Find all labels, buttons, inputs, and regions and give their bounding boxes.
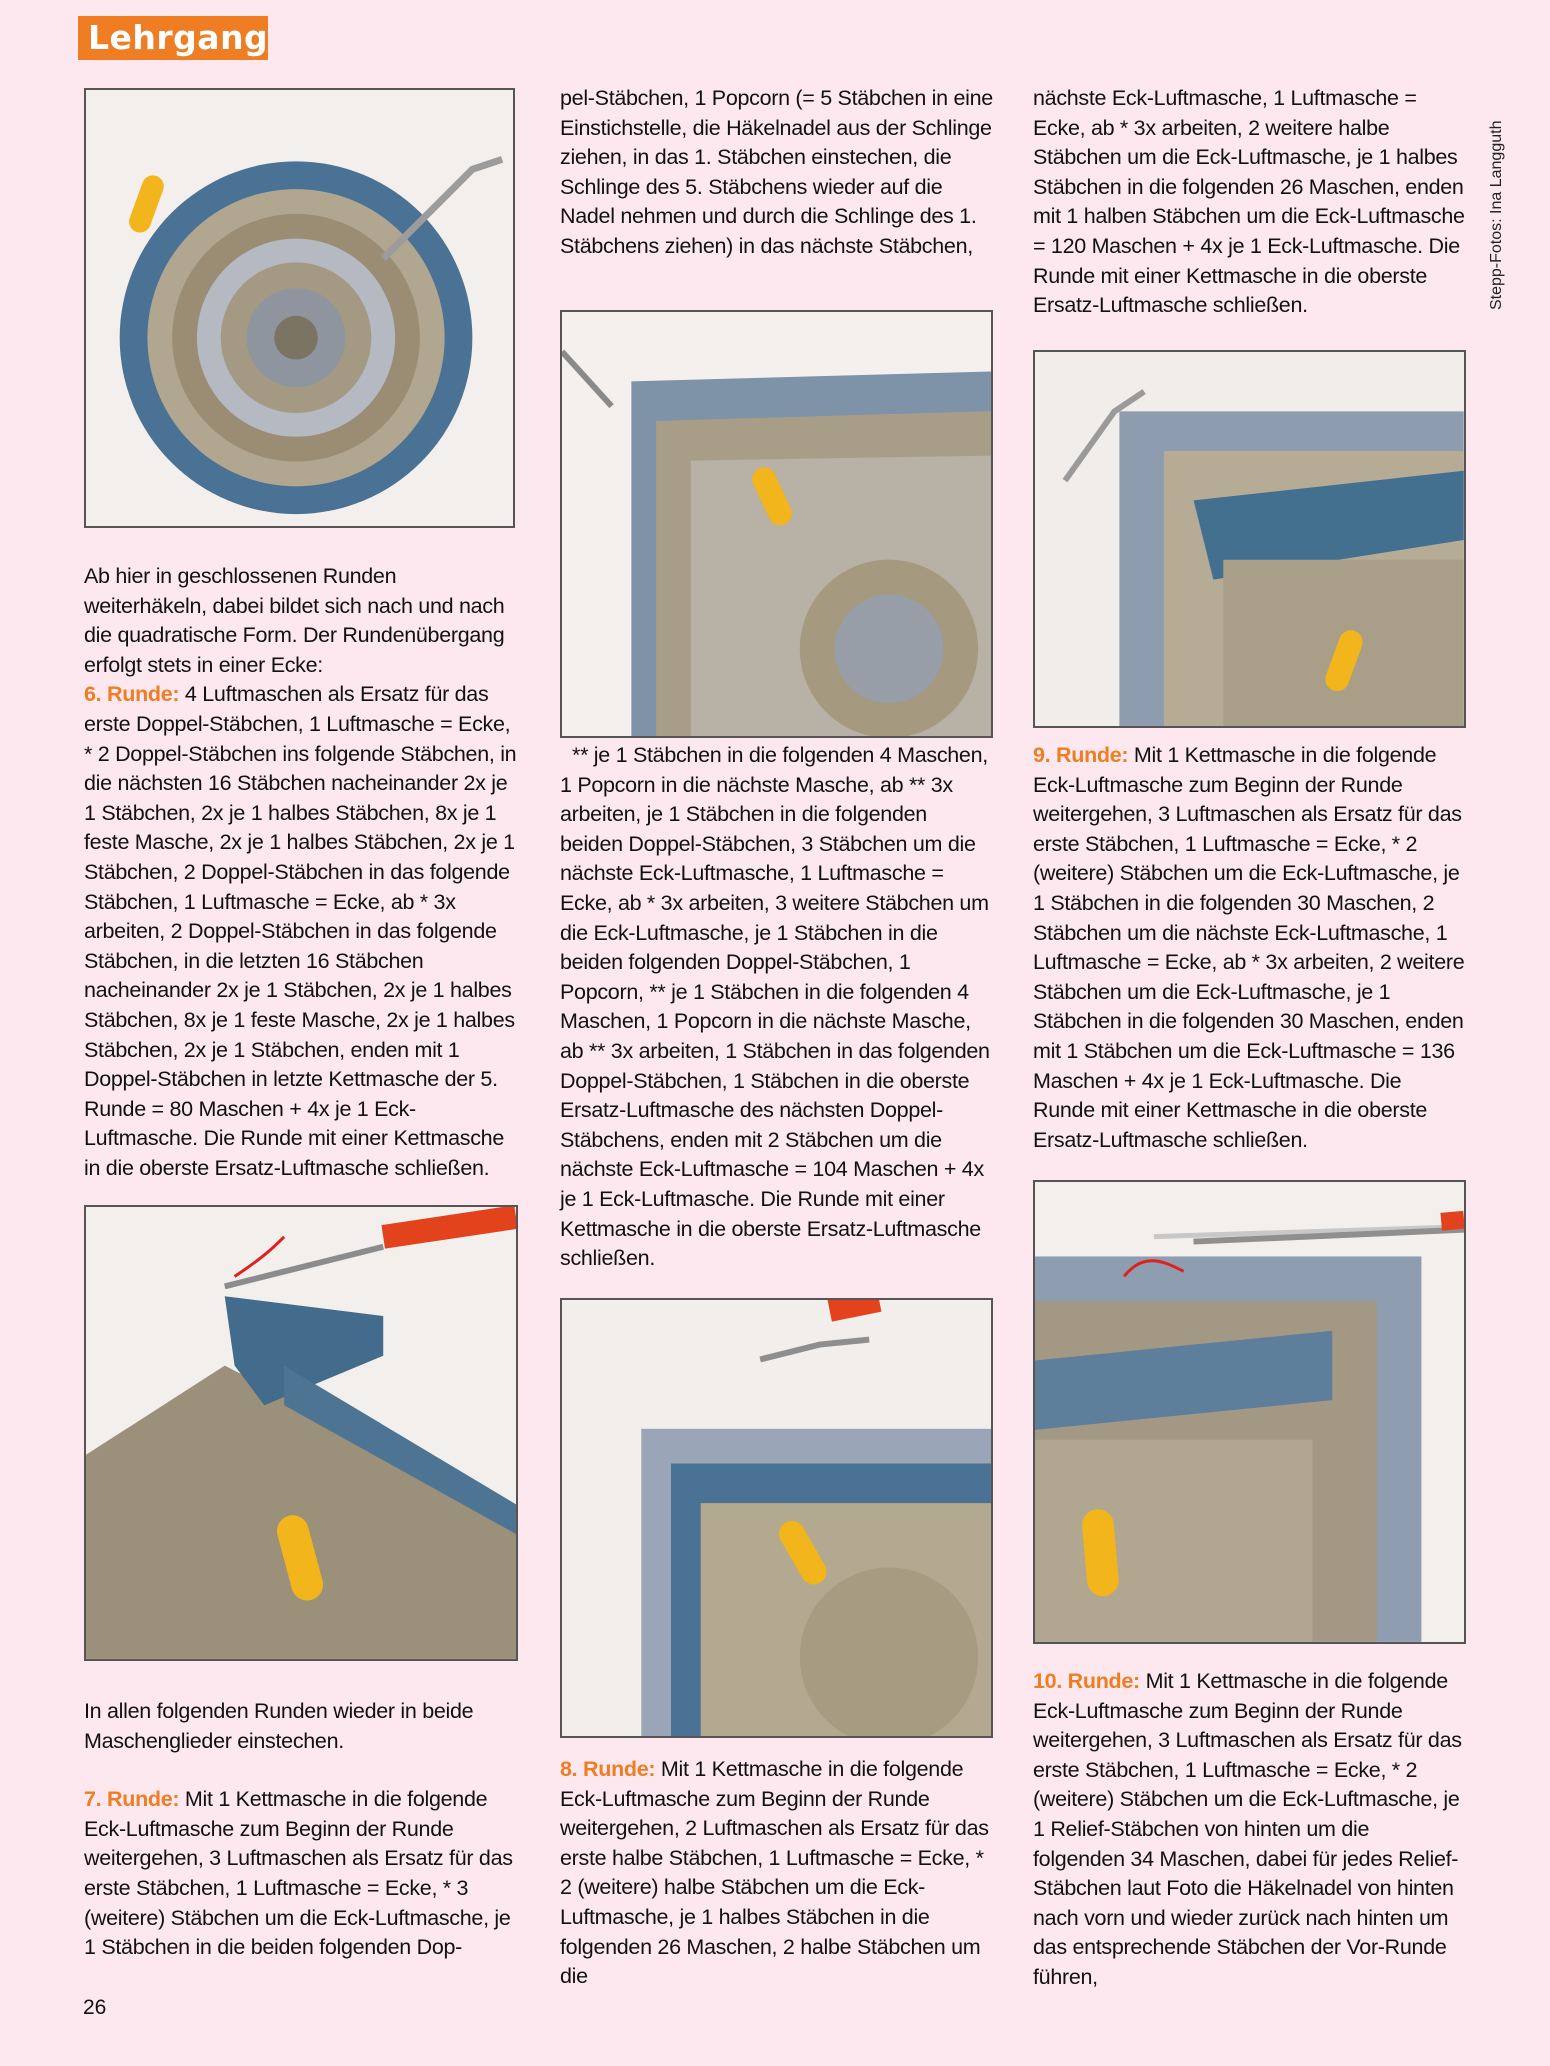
photo-round-6	[84, 1205, 518, 1661]
crochet-relief-image	[1035, 352, 1464, 726]
column-3-text-bottom	[1033, 1667, 1466, 1993]
round-10-paragraph	[1033, 1667, 1466, 1993]
round-9-paragraph	[1033, 741, 1466, 1155]
round-7-paragraph	[84, 1785, 518, 1963]
column-1-text-bottom	[84, 1697, 518, 1963]
round-8-paragraph	[560, 1755, 993, 1992]
round-10-text: Mit 1 Kettmasche in die folgende Eck-Luftmasche zum Beginn der Runde weitergehen, 3 Luftmaschen als Ersatz für das erste Stäbchen, 1 Luftmasche = Ecke, * 2 (weitere) Stäbchen um die Eck-Luftmasche, je 1 Relief-Stäbchen von hinten um die folgenden 34 Maschen, dabei für jedes Relief-Stäbchen laut Foto die Häkelnadel von hinten nach vorn und wieder zurück nach hinten um das entsprechende Stäbchen der Vor-Runde führen,	[1033, 1669, 1462, 1989]
round-8-label: 8. Runde:	[560, 1757, 656, 1781]
round-7-text: Mit 1 Kettmasche in die folgende Eck-Luftmasche zum Beginn der Runde weitergehen, 3 Luftmaschen als Ersatz für das erste Stäbchen, 1 Luftmasche = Ecke, * 3 (weitere) Stäbchen um die Eck-Luftmasche, je 1 Stäbchen in die beiden folgenden Dop-	[84, 1787, 513, 1960]
round-9-label: 9. Runde:	[1033, 743, 1129, 767]
crochet-corner-image	[562, 312, 991, 736]
round-7-continued-paragraph: ** je 1 Stäbchen in die folgenden 4 Maschen, 1 Popcorn in die nächste Masche, ab ** 3x arbeiten, je 1 Stäbchen in die folgenden beiden Doppel-Stäbchen, 3 Stäbchen um die nächste Eck-Luftmasche, 1 Luftmasche = Ecke, ab * 3x arbeiten, 3 weitere Stäbchen um die Eck-Luftmasche, je 1 Stäbchen in die beiden folgenden Doppel-Stäbchen, 1 Popcorn, ** je 1 Stäbchen in die folgenden 4 Maschen, 1 Popcorn in die nächste Masche, ab ** 3x arbeiten, 1 Stäbchen in das folgenden Doppel-Stäbchen, 1 Stäbchen in die oberste Ersatz-Luftmasche des nächsten Doppel-Stäbchens, enden mit 2 Stäbchen um die nächste Eck-Luftmasche = 104 Maschen + 4x je 1 Eck-Luftmasche. Die Runde mit einer Kettmasche in die oberste Ersatz-Luftmasche schließen.	[560, 743, 990, 1271]
photo-credit: Stepp-Fotos: Ina Langguth	[1488, 120, 1505, 310]
round-7-label: 7. Runde:	[84, 1787, 180, 1812]
column-2-text-bottom	[560, 1755, 993, 1992]
photo-round-7	[560, 310, 993, 738]
crochet-relief-corner-image	[1035, 1182, 1464, 1642]
crochet-popcorn-image	[562, 1300, 991, 1736]
both-loops-paragraph: In allen folgenden Runden wieder in beide Maschenglieder einstechen.	[84, 1699, 474, 1753]
column-1-text-top	[84, 562, 518, 1183]
round-6-label: 6. Runde:	[84, 682, 180, 707]
round-8-text: Mit 1 Kettmasche in die folgende Eck-Luftmasche zum Beginn der Runde weitergehen, 2 Luftmaschen als Ersatz für das erste halbe Stäbchen, 1 Luftmasche = Ecke, * 2 (weitere) halbe Stäbchen um die Eck-Luftmasche, je 1 halbes Stäbchen in die folgenden 26 Maschen, 2 halbe Stäbchen um die	[560, 1757, 989, 1989]
round-6-paragraph	[84, 680, 518, 1183]
intro-paragraph: Ab hier in geschlossenen Runden weiterhäkeln, dabei bildet sich nach und nach die quadratische Form. Der Rundenübergang erfolgt stets in einer Ecke:	[84, 564, 505, 677]
photo-round-5	[84, 88, 515, 528]
page-number: 26	[83, 1996, 107, 2019]
photo-round-8	[560, 1298, 993, 1738]
popcorn-paragraph: pel-Stäbchen, 1 Popcorn (= 5 Stäbchen in eine Einstichstelle, die Häkelnadel aus der Schlinge ziehen, in das 1. Stäbchen einstechen, die Schlinge des 5. Stäbchens wieder auf die Nadel nehmen und durch die Schlinge des 1. Stäbchens ziehen) in das nächste Stäbchen,	[560, 86, 993, 258]
round-6-text: 4 Luftmaschen als Ersatz für das erste Doppel-Stäbchen, 1 Luftmasche = Ecke, * 2 Doppel-Stäbchen ins folgende Stäbchen, in die nächsten 16 Stäbchen nacheinander 2x je 1 Stäbchen, 2x je 1 halbes Stäbchen, 8x je 1 feste Masche, 2x je 1 halbes Stäbchen, 2x je 1 Stäbchen, 2 Doppel-Stäbchen in das folgende Stäbchen, 1 Luftmasche = Ecke, ab * 3x arbeiten, 2 Doppel-Stäbchen in das folgende Stäbchen, in die letzten 16 Stäbchen nacheinander 2x je 1 Stäbchen, 2x je 1 halbes Stäbchen, 8x je 1 feste Masche, 2x je 1 halbes Stäbchen, 2x je 1 Stäbchen, enden mit 1 Doppel-Stäbchen in letzte Kettmasche der 5. Runde = 80 Maschen + 4x je 1 Eck-Luftmasche. Die Runde mit einer Kettmasche in die oberste Ersatz-Luftmasche schließen.	[84, 682, 517, 1180]
photo-round-10	[1033, 1180, 1466, 1644]
column-3-text-top	[1033, 84, 1466, 321]
crochet-circle-image	[86, 90, 513, 526]
round-9-text: Mit 1 Kettmasche in die folgende Eck-Luftmasche zum Beginn der Runde weitergehen, 3 Luftmaschen als Ersatz für das erste Stäbchen, 1 Luftmasche = Ecke, * 2 (weitere) Stäbchen um die Eck-Luftmasche, je 1 Stäbchen in die folgenden 30 Maschen, 2 Stäbchen um die nächste Eck-Luftmasche, 1 Luftmasche = Ecke, ab * 3x arbeiten, 2 weitere Stäbchen um die Eck-Luftmasche, je 1 Stäbchen in die folgenden 30 Maschen, enden mit 1 Stäbchen um die Eck-Luftmasche = 136 Maschen + 4x je 1 Eck-Luftmasche. Die Runde mit einer Kettmasche in die oberste Ersatz-Luftmasche schließen.	[1033, 743, 1465, 1152]
column-3-text-middle	[1033, 741, 1466, 1155]
photo-round-9	[1033, 350, 1466, 728]
section-tag: Lehrgang	[78, 16, 268, 60]
round-10-label: 10. Runde:	[1033, 1669, 1140, 1693]
crochet-stitch-closeup-image	[86, 1207, 516, 1659]
round-8-continued-paragraph: nächste Eck-Luftmasche, 1 Luftmasche = Ecke, ab * 3x arbeiten, 2 weitere halbe Stäbchen um die Eck-Luftmasche, je 1 halbes Stäbchen in die folgenden 26 Maschen, enden mit 1 halben Stäbchen um die Eck-Luftmasche = 120 Maschen + 4x je 1 Eck-Luftmasche. Die Runde mit einer Kettmasche in die oberste Ersatz-Luftmasche schließen.	[1033, 86, 1465, 318]
column-2-text-top	[560, 84, 993, 262]
column-2-text-middle	[560, 741, 993, 1274]
